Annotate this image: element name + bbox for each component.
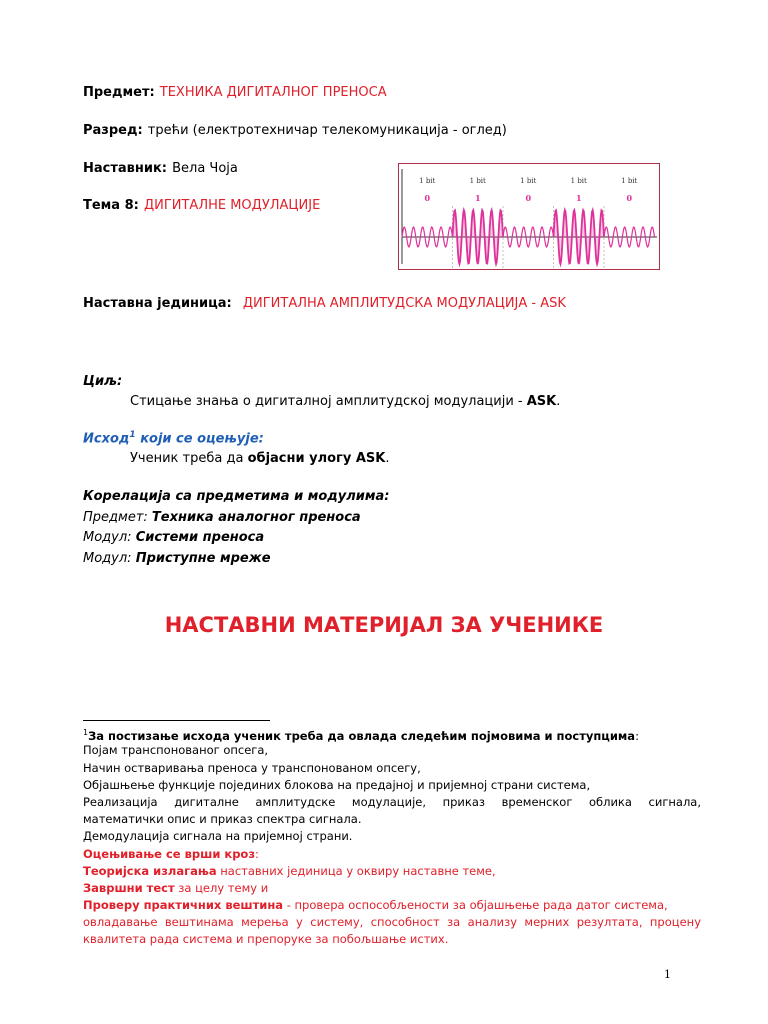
footnote-line-item: Начин остваривања преноса у транспонованом опсегу, bbox=[83, 761, 421, 775]
grade-row bbox=[83, 119, 507, 138]
evaluation-item: Завршни тест за целу тему и bbox=[83, 881, 269, 895]
teacher-value: Вела Чоја bbox=[172, 161, 238, 176]
footnote-divider bbox=[83, 720, 270, 721]
outcome-label: Исход$^1$ који се оцењује: bbox=[83, 430, 264, 447]
goal-label: Циљ: bbox=[83, 374, 123, 389]
bit-value-label: 0 bbox=[525, 193, 532, 203]
theme-value: ДИГИТАЛНЕ МОДУЛАЦИЈЕ bbox=[143, 198, 321, 213]
bit-duration-label: 1 bit bbox=[419, 177, 436, 185]
footnote-line-item: Објашњење функције појединих блокова на предајној и пријемној страни система, bbox=[83, 778, 591, 792]
footnote-line-item: Појам транспонованог опсега, bbox=[83, 743, 269, 757]
ask-signal-segment bbox=[554, 210, 605, 264]
evaluation-item: Проверу практичних вештина - провера оспособљености за објашњење рада датог система, bbox=[83, 898, 668, 912]
footnote-intro: $^1$За постизање исхода ученик треба да овлада следећим појмовима и поступцима: bbox=[83, 728, 639, 743]
ask-waveform-figure bbox=[398, 163, 660, 270]
teacher-label: Наставник: bbox=[83, 161, 168, 176]
main-heading: НАСТАВНИ МАТЕРИЈАЛ ЗА УЧЕНИКЕ bbox=[164, 613, 604, 637]
correlation-item: Модул: Системи преноса bbox=[83, 530, 265, 545]
theme-label: Тема 8: bbox=[83, 198, 139, 213]
unit-value: ДИГИТАЛНА АМПЛИТУДСКА МОДУЛАЦИЈА - ASK bbox=[242, 296, 566, 311]
evaluation-continuation: овладавање вештинама мерења у систему, способност за анализу мерних резултата, процену bbox=[83, 915, 701, 929]
bit-value-label: 0 bbox=[424, 193, 431, 203]
correlation-item: Модул: Приступне мреже bbox=[83, 551, 271, 566]
unit-label: Наставна јединица: bbox=[83, 296, 232, 311]
correlation-label: Корелација са предметима и модулима: bbox=[83, 489, 390, 504]
ask-signal-segment bbox=[453, 210, 504, 264]
bit-duration-label: 1 bit bbox=[520, 177, 537, 185]
correlation-item: Предмет: Техника аналогног преноса bbox=[83, 510, 361, 525]
evaluation-item: Теоријска излагања наставних јединица у оквиру наставне теме, bbox=[83, 864, 496, 878]
outcome-text: Ученик треба да објасни улогу ASK. bbox=[130, 451, 390, 466]
grade-label: Разред: bbox=[83, 123, 143, 138]
evaluation-label: Оцењивање се врши кроз: bbox=[83, 847, 259, 861]
subject-row bbox=[83, 81, 387, 100]
bit-duration-label: 1 bit bbox=[469, 177, 486, 185]
subject-value: ТЕХНИКА ДИГИТАЛНОГ ПРЕНОСА bbox=[159, 85, 387, 100]
bit-duration-label: 1 bit bbox=[570, 177, 587, 185]
footnote-line-item: математички опис и приказ спектра сигнала. bbox=[83, 812, 362, 826]
unit-row bbox=[83, 292, 566, 311]
ask-waveform-svg bbox=[399, 164, 658, 268]
page-number: 1 bbox=[664, 968, 671, 981]
grade-value: трећи (електротехничар телекомуникација - оглед) bbox=[147, 123, 507, 138]
bit-value-label: 1 bbox=[575, 193, 582, 203]
theme-row bbox=[83, 194, 320, 213]
bit-value-label: 1 bbox=[474, 193, 481, 203]
bit-duration-label: 1 bit bbox=[621, 177, 638, 185]
footnote-line-item: Демодулација сигнала на пријемној страни. bbox=[83, 829, 353, 843]
goal-text: Стицање знања о дигиталној амплитудској модулацији - ASK. bbox=[130, 394, 561, 409]
footnote-line-item: Реализација дигиталне амплитудске модулације, приказ временског облика сигнала, bbox=[83, 795, 701, 809]
bit-value-label: 0 bbox=[626, 193, 633, 203]
evaluation-continuation: квалитета рада система и препоруке за побољшање истих. bbox=[83, 932, 449, 946]
subject-label: Предмет: bbox=[83, 85, 155, 100]
teacher-row bbox=[83, 157, 238, 176]
